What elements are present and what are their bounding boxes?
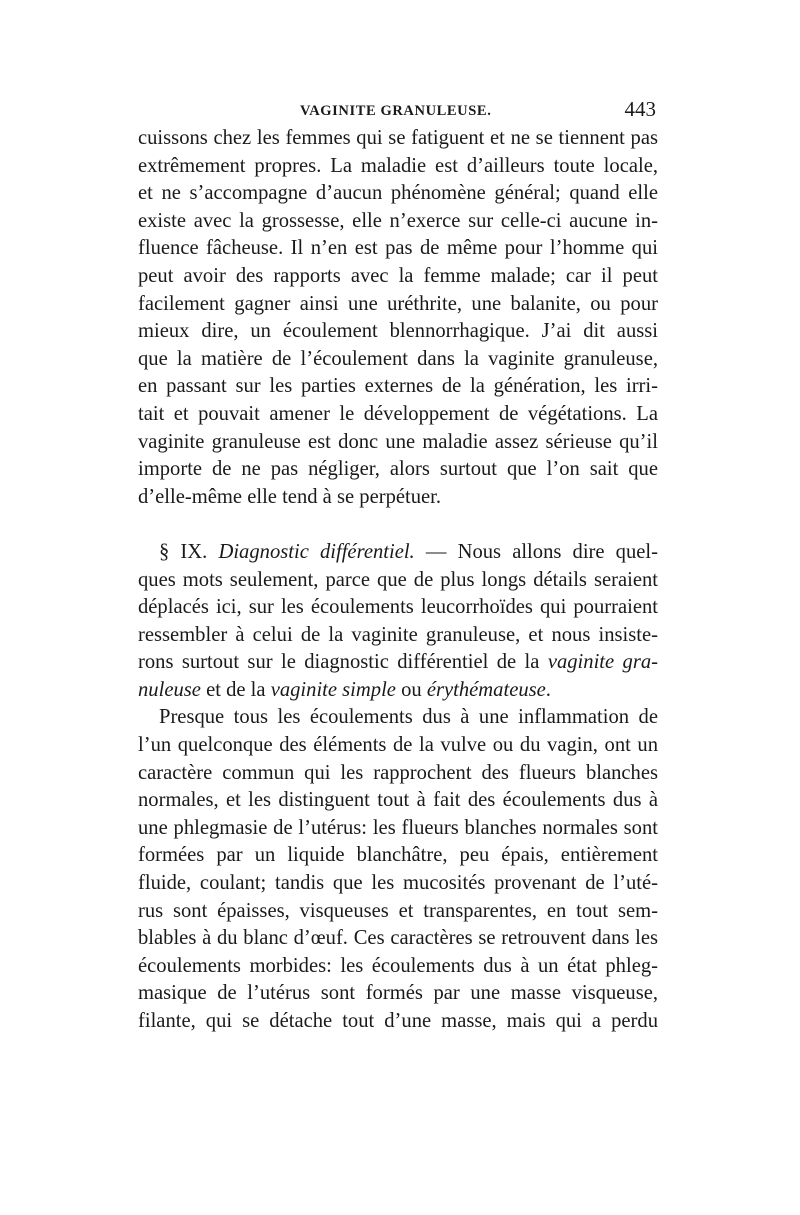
text-line: vaginite granuleuse est donc une maladie assez sérieuse qu’il bbox=[138, 430, 658, 453]
text-line: tait et pouvait amener le développement de végétations. La bbox=[138, 402, 658, 425]
text-line: l’un quelconque des éléments de la vulve ou du vagin, ont un bbox=[138, 734, 658, 757]
text-run: ou bbox=[395, 678, 427, 701]
text-line: blables à du blanc d’œuf. Ces caractères se retrouvent dans les bbox=[138, 927, 658, 950]
text-line: extrêmement propres. La maladie est d’ailleurs toute locale, bbox=[138, 154, 658, 177]
text-line: déplacés ici, sur les écoulements leucorrhoïdes qui pourraient bbox=[138, 596, 658, 619]
section-title: Diagnostic différentiel. bbox=[218, 540, 415, 563]
section-lead-text: — Nous allons dire quel- bbox=[414, 540, 658, 563]
text-run: rons surtout sur le diagnostic différentiel de la bbox=[138, 651, 548, 674]
section-number: § IX. bbox=[159, 540, 208, 563]
text-line: fluence fâcheuse. Il n’en est pas de même pour l’homme qui bbox=[138, 237, 658, 260]
text-line: cuissons chez les femmes qui se fatiguent et ne se tiennent pas bbox=[138, 127, 658, 149]
paragraph-gap bbox=[138, 511, 658, 539]
text-line: d’elle-même elle tend à se perpétuer. bbox=[138, 485, 442, 508]
text-line: existe avec la grossesse, elle n’exerce sur celle-ci aucune in- bbox=[138, 209, 658, 232]
text-line: fluide, coulant; tandis que les mucosités provenant de l’uté- bbox=[138, 872, 658, 895]
text-line: ques mots seulement, parce que de plus longs détails seraient bbox=[138, 568, 658, 591]
paragraph-3 bbox=[138, 704, 658, 1035]
text-line: que la matière de l’écoulement dans la vaginite granuleuse, bbox=[138, 347, 658, 370]
text-line: masique de l’utérus sont formés par une masse visqueuse, bbox=[138, 982, 658, 1005]
text-line: caractère commun qui les rapprochent des flueurs blanches bbox=[138, 761, 658, 784]
text-line: mieux dire, un écoulement blennorrhagique. J’ai dit aussi bbox=[138, 320, 658, 343]
text-line: peut avoir des rapports avec la femme malade; car il peut bbox=[138, 264, 658, 287]
text-line: écoulements morbides: les écoulements dus à un état phleg- bbox=[138, 954, 658, 977]
page-body bbox=[138, 125, 658, 1036]
text-run: et de la bbox=[200, 678, 271, 701]
text-line: en passant sur les parties externes de la génération, les irri- bbox=[138, 375, 658, 398]
text-line bbox=[138, 677, 658, 705]
text-line: Presque tous les écoulements dus à une inflammation de bbox=[159, 706, 658, 729]
section-heading-line bbox=[138, 539, 658, 567]
italic-term: nuleuse bbox=[138, 678, 201, 701]
page-header bbox=[138, 97, 658, 127]
text-line: rus sont épaisses, visqueuses et transparentes, en tout sem- bbox=[138, 899, 658, 922]
text-line: formées par un liquide blanchâtre, peu épais, entièrement bbox=[138, 844, 658, 867]
italic-term: vaginite simple bbox=[270, 678, 396, 701]
running-head: VAGINITE GRANULEUSE. bbox=[300, 103, 492, 119]
italic-term: vaginite gra- bbox=[547, 651, 658, 674]
italic-term: érythémateuse bbox=[426, 678, 546, 701]
paragraph-1 bbox=[138, 125, 658, 511]
text-line: et ne s’accompagne d’aucun phénomène général; quand elle bbox=[138, 182, 658, 205]
page-number: 443 bbox=[624, 97, 656, 121]
text-line: normales, et les distinguent tout à fait des écoulements dus à bbox=[138, 789, 658, 812]
text-line: ressembler à celui de la vaginite granuleuse, et nous insiste- bbox=[138, 623, 658, 646]
text-run: . bbox=[545, 678, 551, 701]
section-ix bbox=[138, 539, 658, 705]
text-line: facilement gagner ainsi une uréthrite, une balanite, ou pour bbox=[138, 292, 658, 315]
text-line: une phlegmasie de l’utérus: les flueurs blanches normales sont bbox=[138, 816, 658, 839]
text-line: importe de ne pas négliger, alors surtout que l’on sait que bbox=[138, 458, 658, 481]
text-line bbox=[138, 649, 658, 677]
text-line: filante, qui se détache tout d’une masse, mais qui a perdu bbox=[138, 1010, 658, 1032]
